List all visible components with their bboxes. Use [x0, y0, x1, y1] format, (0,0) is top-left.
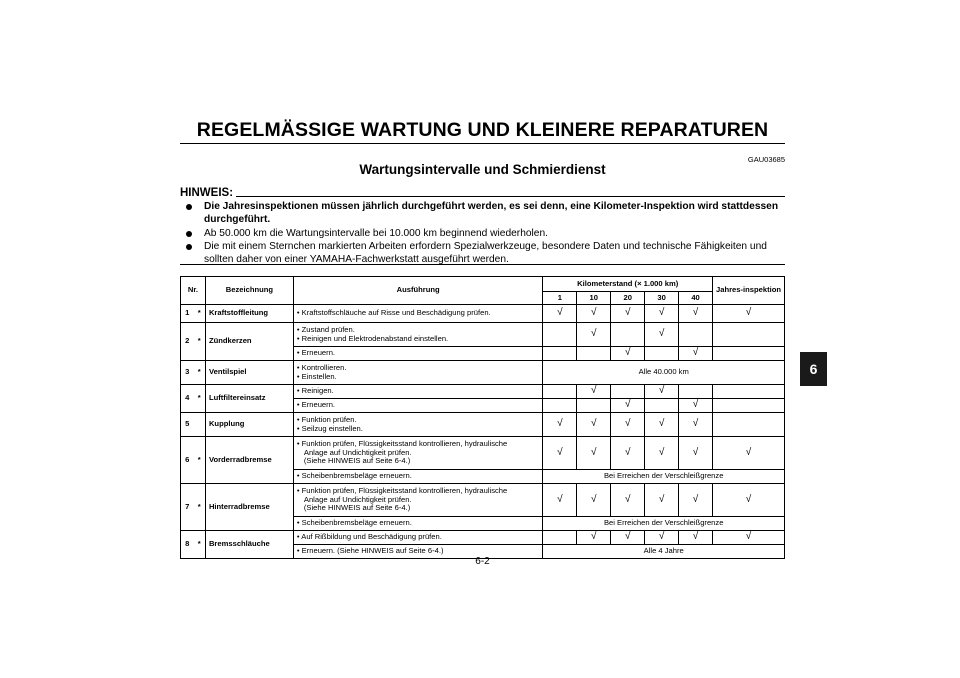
check-cell: √	[611, 437, 645, 470]
check-cell	[543, 323, 577, 347]
note-rule	[236, 196, 785, 197]
work-cell	[293, 347, 543, 361]
row-number: 4	[181, 385, 194, 413]
check-cell: √	[611, 531, 645, 545]
check-cell: √	[679, 531, 713, 545]
check-cell: √	[611, 399, 645, 413]
check-cell: √	[577, 437, 611, 470]
check-cell: √	[713, 305, 785, 323]
item-name: Ventilspiel	[205, 361, 293, 385]
check-cell: √	[611, 305, 645, 323]
check-cell: √	[679, 305, 713, 323]
check-cell: √	[713, 437, 785, 470]
check-cell: √	[577, 385, 611, 399]
check-cell: √	[577, 484, 611, 517]
item-name: Luftfiltereinsatz	[205, 385, 293, 413]
check-cell	[679, 323, 713, 347]
work-text: (Siehe HINWEIS auf Seite 6-4.)	[303, 503, 411, 513]
work-text: • Reinigen und Elektrodenabstand einstellen.	[297, 335, 540, 343]
check-cell	[543, 399, 577, 413]
header-km-value: 40	[679, 292, 713, 305]
note-end-rule	[180, 264, 785, 265]
note-text: Die mit einem Sternchen markierten Arbeiten erfordern Spezialwerkzeuge, besondere Daten und technische Fähigkeiten und sollten daher von einer YAMAHA-Fachwerkstatt ausgeführt werden.	[204, 241, 767, 265]
note-list	[185, 200, 785, 267]
row-number: 6	[181, 437, 194, 484]
asterisk: *	[193, 385, 205, 413]
bullet-icon	[186, 231, 192, 237]
note-item	[185, 240, 785, 266]
check-cell: √	[543, 413, 577, 437]
work-text: • Funktion prüfen, Flüssigkeitsstand kontrollieren, hydraulische	[297, 440, 540, 448]
header-km-value: 20	[611, 292, 645, 305]
check-cell: √	[577, 531, 611, 545]
check-cell	[713, 347, 785, 361]
check-cell: √	[543, 437, 577, 470]
item-name: Vorderradbremse	[205, 437, 293, 484]
work-cell	[293, 484, 543, 517]
work-text: • Reinigen.	[297, 387, 540, 395]
check-cell: √	[645, 385, 679, 399]
check-cell: √	[713, 531, 785, 545]
work-text: • Erneuern.	[297, 401, 540, 409]
bullet-icon	[186, 204, 192, 210]
work-text: • Scheibenbremsbeläge erneuern.	[297, 519, 540, 527]
check-cell: √	[543, 305, 577, 323]
work-cell	[293, 517, 543, 531]
work-cell	[293, 470, 543, 484]
check-cell	[713, 385, 785, 399]
item-name: Kupplung	[205, 413, 293, 437]
check-cell: √	[645, 323, 679, 347]
work-text: Anlage auf Undichtigkeit prüfen.	[303, 447, 412, 457]
interval-cell: Bei Erreichen der Verschleißgrenze	[543, 517, 785, 531]
check-cell	[713, 413, 785, 437]
check-cell: √	[611, 484, 645, 517]
page-number: 6-2	[475, 556, 490, 567]
row-number: 1	[181, 305, 194, 323]
check-cell: √	[645, 413, 679, 437]
check-cell	[543, 347, 577, 361]
check-cell	[611, 385, 645, 399]
work-text: • Seilzug einstellen.	[297, 425, 540, 433]
work-cell	[293, 305, 543, 323]
check-cell	[543, 385, 577, 399]
check-cell: √	[611, 347, 645, 361]
header-km: Kilometerstand (× 1.000 km)	[543, 277, 713, 292]
check-cell: √	[611, 413, 645, 437]
asterisk: *	[193, 531, 205, 559]
maintenance-table	[180, 276, 785, 559]
asterisk	[193, 413, 205, 437]
interval-cell: Bei Erreichen der Verschleißgrenze	[543, 470, 785, 484]
work-text: Anlage auf Undichtigkeit prüfen.	[303, 494, 412, 504]
work-text: • Funktion prüfen, Flüssigkeitsstand kontrollieren, hydraulische	[297, 487, 540, 495]
check-cell	[543, 531, 577, 545]
row-number: 8	[181, 531, 194, 559]
check-cell: √	[679, 437, 713, 470]
asterisk: *	[193, 305, 205, 323]
chapter-title: REGELMÄSSIGE WARTUNG UND KLEINERE REPARATUREN	[196, 119, 769, 141]
table-row	[181, 385, 785, 399]
item-name: Zündkerzen	[205, 323, 293, 361]
header-km-value: 30	[645, 292, 679, 305]
check-cell	[713, 399, 785, 413]
work-text: • Kraftstoffschläuche auf Risse und Beschädigung prüfen.	[297, 309, 540, 317]
table-row	[181, 531, 785, 545]
check-cell	[645, 399, 679, 413]
row-number: 7	[181, 484, 194, 531]
header-km-value: 10	[577, 292, 611, 305]
work-cell	[293, 437, 543, 470]
work-cell	[293, 385, 543, 399]
note-text: Die Jahresinspektionen müssen jährlich durchgeführt werden, es sei denn, eine Kilometer-Inspektion wird stattdessen durchgeführt.	[204, 201, 779, 225]
header-work: Ausführung	[293, 277, 543, 305]
check-cell: √	[679, 413, 713, 437]
row-number: 3	[181, 361, 194, 385]
work-text: • Auf Rißbildung und Beschädigung prüfen.	[297, 533, 540, 541]
note-heading: HINWEIS:	[180, 187, 234, 199]
document-code: GAU03685	[747, 155, 785, 164]
item-name: Kraftstoffleitung	[205, 305, 293, 323]
check-cell	[679, 385, 713, 399]
work-text: • Erneuern. (Siehe HINWEIS auf Seite 6-4.)	[297, 547, 540, 555]
check-cell: √	[577, 413, 611, 437]
note-item	[185, 227, 785, 240]
note-item	[185, 200, 785, 226]
table-row	[181, 361, 785, 385]
interval-cell: Alle 40.000 km	[543, 361, 785, 385]
check-cell: √	[679, 399, 713, 413]
work-cell	[293, 323, 543, 347]
header-name: Bezeichnung	[205, 277, 293, 305]
row-number: 2	[181, 323, 194, 361]
check-cell: √	[645, 305, 679, 323]
check-cell: √	[713, 484, 785, 517]
check-cell: √	[543, 484, 577, 517]
note-text: Ab 50.000 km die Wartungsintervalle bei 10.000 km beginnend wiederholen.	[204, 227, 548, 239]
table-row	[181, 437, 785, 470]
header-annual: Jahres-inspektion	[713, 277, 785, 305]
asterisk: *	[193, 484, 205, 531]
check-cell	[713, 323, 785, 347]
table-row	[181, 305, 785, 323]
check-cell: √	[645, 531, 679, 545]
check-cell: √	[679, 484, 713, 517]
work-cell	[293, 531, 543, 545]
check-cell	[645, 347, 679, 361]
table-row	[181, 484, 785, 517]
work-cell	[293, 361, 543, 385]
table-row	[181, 413, 785, 437]
check-cell	[611, 323, 645, 347]
work-text: • Einstellen.	[297, 373, 540, 381]
work-text: (Siehe HINWEIS auf Seite 6-4.)	[303, 456, 411, 466]
bullet-icon	[186, 244, 192, 250]
work-text: • Erneuern.	[297, 349, 540, 357]
work-text: • Scheibenbremsbeläge erneuern.	[297, 472, 540, 480]
check-cell: √	[577, 323, 611, 347]
item-name: Hinterradbremse	[205, 484, 293, 531]
interval-cell: Alle 4 Jahre	[543, 545, 785, 559]
row-number: 5	[181, 413, 194, 437]
check-cell	[577, 399, 611, 413]
work-cell	[293, 413, 543, 437]
section-title: Wartungsintervalle und Schmierdienst	[359, 162, 606, 177]
work-text: • Funktion prüfen.	[297, 416, 540, 424]
asterisk: *	[193, 323, 205, 361]
work-cell	[293, 399, 543, 413]
check-cell: √	[577, 305, 611, 323]
asterisk: *	[193, 361, 205, 385]
title-rule	[180, 143, 785, 144]
work-text: • Kontrollieren.	[297, 364, 540, 372]
check-cell: √	[645, 484, 679, 517]
check-cell	[577, 347, 611, 361]
table-row	[181, 323, 785, 347]
asterisk: *	[193, 437, 205, 484]
work-text: • Zustand prüfen.	[297, 326, 540, 334]
check-cell: √	[679, 347, 713, 361]
header-nr: Nr.	[181, 277, 206, 305]
check-cell: √	[645, 437, 679, 470]
header-km-value: 1	[543, 292, 577, 305]
item-name: Bremsschläuche	[205, 531, 293, 559]
chapter-tab: 6	[800, 352, 827, 386]
